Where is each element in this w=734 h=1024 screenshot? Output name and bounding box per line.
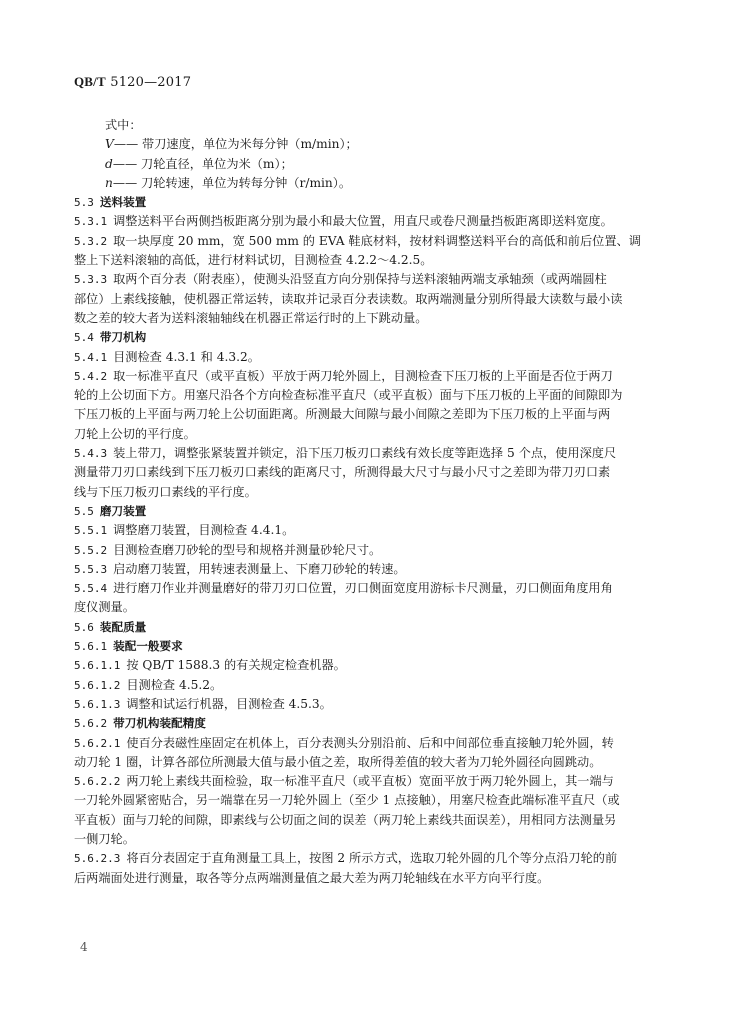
clause-number: 5.5.2	[74, 543, 108, 557]
clause-text: 目测检查磨刀砂轮的型号和规格并测量砂轮尺寸。	[113, 542, 382, 557]
clause-line	[74, 830, 664, 849]
clause-number: 5.4.3	[74, 447, 108, 461]
clause-paragraph	[74, 270, 664, 328]
clause-paragraph	[74, 212, 664, 231]
section-heading	[74, 637, 664, 656]
clause-line	[74, 425, 664, 444]
clause-line	[74, 869, 664, 888]
clause-number: 5.4.1	[74, 350, 108, 364]
clause-paragraph	[74, 232, 664, 271]
formula-symbol: n	[105, 175, 113, 190]
clause-text: 度仪测量。	[74, 600, 135, 615]
formula-def-text: —— 带刀速度，单位为米每分钟（m/min）；	[113, 137, 358, 152]
clause-line	[74, 579, 664, 598]
formula-symbol: V	[105, 137, 114, 152]
section-heading	[74, 193, 664, 212]
clause-line	[74, 405, 664, 424]
clause-line	[74, 212, 664, 231]
clause-text: 按 QB/T 1588.3 的有关规定检查机器。	[126, 658, 346, 673]
clause-text: 数之差的较大者为送料滚轴轴线在机器正常运行时的上下跳动量。	[74, 310, 428, 325]
clause-number: 5.6.1.3	[74, 697, 121, 711]
section-heading	[74, 328, 664, 347]
clause-number: 5.5.1	[74, 524, 108, 538]
clause-paragraph	[74, 367, 664, 444]
clause-text: 目测检查 4.5.2。	[126, 677, 223, 692]
section-number: 5.3	[74, 196, 94, 210]
standard-number: 5120—2017	[110, 75, 192, 90]
clause-line	[74, 849, 664, 868]
standard-code: QB/T	[74, 74, 106, 89]
clause-text: 两刀轮上素线共面检验，取一标准平直尺（或平直板）宽面平放于两刀轮外圆上，其一端与	[126, 774, 614, 789]
clause-line	[74, 290, 664, 309]
clause-paragraph	[74, 676, 664, 695]
clause-number: 5.3.3	[74, 273, 108, 287]
clause-line	[74, 811, 664, 830]
section-heading	[74, 502, 664, 521]
section-heading	[74, 714, 664, 733]
clause-line	[74, 251, 664, 270]
clause-text: 调整磨刀装置，目测检查 4.4.1。	[113, 523, 295, 538]
clause-line	[74, 232, 664, 251]
clause-text: 将百分表固定于直角测量工具上，按图 2 所示方式，选取刀轮外圆的几个等分点沿刀轮的前	[126, 851, 618, 866]
clause-paragraph	[74, 695, 664, 714]
section-heading	[74, 618, 664, 637]
clause-line	[74, 386, 664, 405]
clause-text: 刀轮上公切的平行度。	[74, 426, 196, 441]
section-title: 送料装置	[99, 195, 147, 210]
clause-line	[74, 656, 664, 675]
clause-number: 5.6.2.1	[74, 736, 121, 750]
clause-number: 5.6.1.2	[74, 678, 121, 692]
formula-def-text: —— 刀轮直径，单位为米（m）；	[112, 156, 293, 171]
clause-text: 取一标准平直尺（或平直板）平放于两刀轮外圆上，目测检查下压刀板的上平面是否位于两刀	[113, 368, 613, 383]
section-title: 带刀机构	[99, 330, 147, 345]
clause-paragraph	[74, 560, 664, 579]
clause-number: 5.6.1.1	[74, 659, 121, 673]
clause-line	[74, 695, 664, 714]
clause-line	[74, 753, 664, 772]
clause-text: 取一块厚度 20 mm，宽 500 mm 的 EVA 鞋底材料，按材料调整送料平台的高低和前后位置、调	[113, 233, 641, 248]
formula-symbol: d	[105, 156, 113, 171]
clause-paragraph	[74, 348, 664, 367]
clause-line	[74, 598, 664, 617]
clause-number: 5.6.2.3	[74, 852, 121, 866]
clause-text: 调整和试运行机器，目测检查 4.5.3。	[126, 696, 332, 711]
clause-line	[74, 560, 664, 579]
clause-text: 线与下压刀板刃口素线的平行度。	[74, 484, 257, 499]
clause-text: 一侧刀轮。	[74, 831, 135, 846]
clause-number: 5.5.4	[74, 582, 108, 596]
clause-line	[74, 463, 664, 482]
clause-paragraph	[74, 579, 664, 618]
clause-text: 目测检查 4.3.1 和 4.3.2。	[113, 349, 260, 364]
clause-paragraph	[74, 521, 664, 540]
formula-def-d	[74, 155, 664, 174]
clause-line	[74, 270, 664, 289]
clause-paragraph	[74, 734, 664, 773]
clause-paragraph	[74, 541, 664, 560]
document-body	[74, 116, 664, 888]
clause-text: 部位）上素线接触，使机器正常运转，读取并记录百分表读数。取两端测量分别所得最大读数与最小读	[74, 291, 623, 306]
clause-text: 轮的上公切面下方。用塞尺沿各个方向检查标准平直尺（或平直板）面与下压刀板的上平面的间隙即为	[74, 388, 623, 403]
clause-line	[74, 367, 664, 386]
clause-number: 5.3.1	[74, 215, 108, 229]
clause-text: 一刀轮外圆紧密贴合，另一端靠在另一刀轮外圆上（至少 1 点接触），用塞尺检查此端标准平直尺（或	[74, 793, 620, 808]
section-number: 5.6	[74, 620, 94, 634]
formula-def-text: —— 刀轮转速，单位为转每分钟（r/min）。	[112, 175, 352, 190]
clause-text: 启动磨刀装置，用转速表测量上、下磨刀砂轮的转速。	[113, 561, 406, 576]
section-title: 带刀机构装配精度	[113, 716, 206, 731]
clause-text: 下压刀板的上平面与两刀轮上公切面距离。所测最大间隙与最小间隙之差即为下压刀板的上平面与两	[74, 407, 611, 422]
section-number: 5.4	[74, 331, 94, 345]
clause-text: 动刀轮 1 圈，计算各部位所测最大值与最小值之差，取所得差值的较大者为刀轮外圆径向圆跳动。	[74, 754, 602, 769]
sections-container	[74, 193, 664, 888]
clause-line	[74, 521, 664, 540]
page-number: 4	[80, 940, 88, 954]
clause-text: 使百分表磁性座固定在机体上，百分表测头分别沿前、后和中间部位垂直接触刀轮外圆，转	[126, 735, 614, 750]
clause-text: 后两端面处进行测量，取各等分点两端测量值之最大差为两刀轮轴线在水平方向平行度。	[74, 870, 550, 885]
clause-paragraph	[74, 656, 664, 675]
clause-line	[74, 483, 664, 502]
clause-line	[74, 541, 664, 560]
clause-line	[74, 791, 664, 810]
clause-number: 5.6.2.2	[74, 775, 121, 789]
clause-number: 5.4.2	[74, 369, 108, 383]
section-number: 5.6.2	[74, 717, 108, 731]
section-number: 5.6.1	[74, 640, 108, 654]
clause-text: 整上下送料滚轴的高低，进行材料试切，目测检查 4.2.2～4.2.5。	[74, 253, 433, 268]
clause-paragraph	[74, 849, 664, 888]
clause-line	[74, 348, 664, 367]
section-title: 装配质量	[99, 619, 147, 634]
clause-line	[74, 309, 664, 328]
clause-text: 装上带刀，调整张紧装置并锁定，沿下压刀板刃口素线有效长度等距选择 5 个点，使用深度尺	[113, 446, 617, 461]
clause-number: 5.5.3	[74, 562, 108, 576]
clause-text: 取两个百分表（附表座），使测头沿竖直方向分别保持与送料滚轴两端支承轴颈（或两端圆柱	[113, 272, 607, 287]
clause-text: 进行磨刀作业并测量磨好的带刀刃口位置，刃口侧面宽度用游标卡尺测量，刃口侧面角度用角	[113, 581, 613, 596]
section-title: 磨刀装置	[99, 503, 147, 518]
clause-line	[74, 734, 664, 753]
clause-paragraph	[74, 444, 664, 502]
standard-header	[74, 74, 191, 90]
formula-def-v	[74, 135, 664, 154]
clause-line	[74, 444, 664, 463]
formula-intro: 式中：	[105, 118, 142, 132]
clause-text: 调整送料平台两侧挡板距离分别为最小和最大位置，用直尺或卷尺测量挡板距离即送料宽度。	[113, 214, 613, 229]
clause-text: 测量带刀刃口素线到下压刀板刃口素线的距离尺寸，所测得最大尺寸与最小尺寸之差即为带刀刃口素	[74, 465, 611, 480]
section-number: 5.5	[74, 504, 94, 518]
clause-paragraph	[74, 772, 664, 849]
formula-def-n	[74, 174, 664, 193]
clause-number: 5.3.2	[74, 234, 108, 248]
clause-line	[74, 772, 664, 791]
clause-line	[74, 676, 664, 695]
clause-text: 平直板）面与刀轮的间隙，即素线与公切面之间的误差（两刀轮上素线共面误差），用相同方法测量另	[74, 812, 617, 827]
section-title: 装配一般要求	[113, 639, 183, 654]
